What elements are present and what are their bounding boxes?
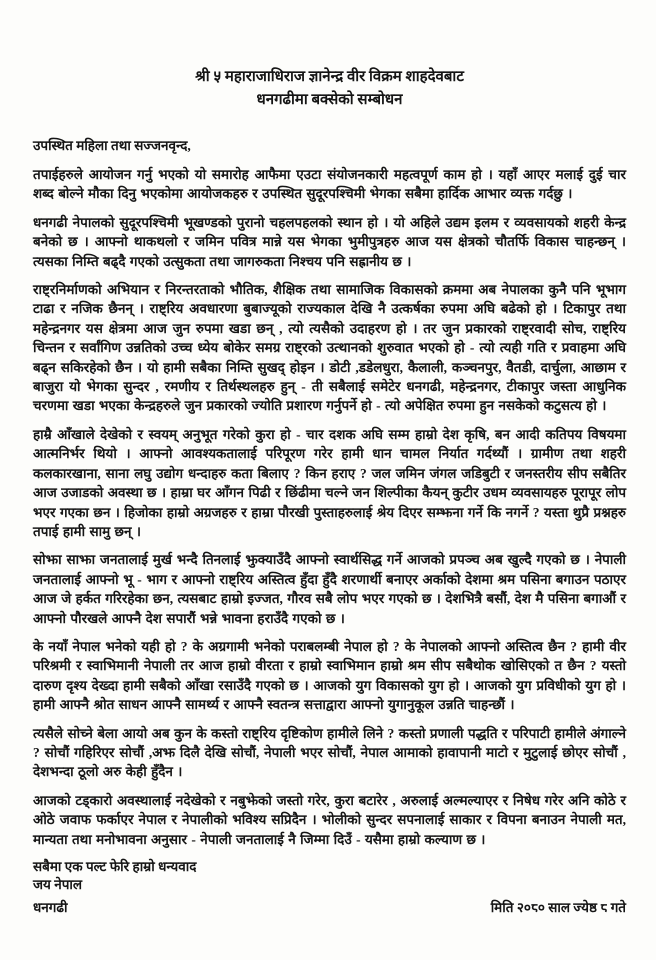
footer-place: धनगढी: [33, 900, 68, 915]
title-line-1: श्री ५ महाराजाधिराज ज्ञानेन्द्र वीर विक्रम शाहदेवबाट: [195, 69, 464, 85]
closing-slogan: जय नेपाल: [33, 877, 83, 892]
paragraph-4: हाम्रै आँखाले देखेको र स्वयम् अनुभूत गरेको कुरा हो - चार दशक अघि सम्म हाम्रो देश कृषि, बन आदी कतिपय विषयमा आत्मनिर्भर थियो । आफ्नो आवश्यकतालाई परिपूरण गरेर हामी धान चामल निर्यात गर्दथ्यौं । ग्रामीण तथा शहरी कलकारखाना, साना लघु उद्योग धन्दाहरु कता बिलाए ? किन हराए ? जल जमिन जंगल जडिबुटी र जनस्तरीय सीप सबैतिर आज उजाडको अवस्था छ । हाम्रा घर आँगन पिढी र छिंढीमा चल्ने जन शिल्पीका कैयन् कुटीर उधम व्यवसायहरु पूरापूर लोप भएर गएका छन । हिजोका हाम्रो अग्रजहरु र हाम्रा पौरखी पुस्ताहरुलाई श्रेय दिएर सम्झना गर्ने कि नगर्ने ? यस्ता थुप्रै प्रश्नहरु तपाई हामी सामु छन् ।: [33, 426, 626, 539]
salutation: उपस्थित महिला तथा सज्जनवृन्द,: [33, 138, 191, 153]
paragraph-3: राष्ट्रनिर्माणको अभियान र निरन्तरताको भौतिक, शैक्षिक तथा सामाजिक विकासको क्रममा अब नेपालका कुनै पनि भूभाग टाढा र नजिक छैनन् । राष्ट्रिय अवधारणा बुबाज्यूको राज्यकाल देखि नै उत्कर्षका रुपमा अघि बढेको हो । टिकापुर तथा महेन्द्रनगर यस क्षेत्रमा आज जुन रुपमा खडा छन् , त्यो त्यसैको उदाहरण हो । तर जुन प्रकारको राष्ट्रवादी सोच, राष्ट्रिय चिन्तन र सर्वांगिण उन्नतिको उच्च ध्येय बोकेर समग्र राष्ट्रको उत्थानको शुरुवात भएको हो - त्यो त्यही गति र प्रवाहमा अघि बढ्न सकिरहेको छैन । यो हामी सबैका निम्ति सुखद् होइन । डोटी ,डडेलधुरा, कैलाली, कञ्चनपुर, वैतडी, दार्चुला, आछाम र बाजुरा यो भेगका सुन्दर , रमणीय र तिर्थस्थलहरु हुन् - ती सबैलाई समेटेर धनगढी, महेन्द्रनगर, टीकापुर जस्ता आधुनिक चरणमा खडा भएका केन्द्रहरुले जुन प्रकारको ज्योति प्रशारण गर्नुपर्ने हो - त्यो अपेक्षित रुपमा हुन नसकेको कटुसत्य हो ।: [33, 282, 626, 414]
paragraph-2: धनगढी नेपालको सुदूरपश्चिमी भूखण्डको पुरानो चहलपहलको स्थान हो । यो अहिले उद्यम इलम र व्यवसायको शहरी केन्द्र बनेको छ । आफ्नो थाकथलो र जमिन पवित्र मान्ने यस भेगका भुमीपुत्रहरु आज यस क्षेत्रको चौतर्फि विकास चाहन्छन् । त्यसका निम्ति बढ्दै गएको उत्सुकता तथा जागरुकता निश्चय पनि सह्रानीय छ ।: [33, 214, 626, 269]
title-line-2: धनगढीमा बक्सेको सम्बोधन: [256, 92, 403, 108]
paragraph-5: सोझा साझा जनतालाई मुर्ख भन्दै तिनलाई झुक्याउँदै आफ्नो स्वार्थसिद्ध गर्ने आजको प्रपञ्च अब खुल्दै गएको छ । नेपाली जनतालाई आफ्नो भू - भाग र आफ्नो राष्ट्रिय अस्तित्व हुँदा हुँदै शरणार्थी बनाएर अर्काको देशमा श्रम पसिना बगाउन पठाएर आज जे हर्कत गरिरहेका छन, त्यसबाट हाम्रो इज्जत, गौरव सबै लोप भएर गएको छ । देशभित्रै बसौं, देश मै पसिना बगाऔं र आफ्नो पौरखले आफ्नै देश सपारौं भन्ने भावना हराउँदै गएको छ ।: [33, 552, 626, 626]
document-title: [33, 66, 626, 112]
document-footer: [33, 898, 626, 916]
closing-thanks: सबैमा एक पल्ट फेरि हाम्रो धन्यवाद: [33, 859, 197, 874]
document-body: [33, 165, 626, 849]
paragraph-7: त्यसैले सोच्ने बेला आयो अब कुन के कस्तो राष्ट्रिय दृष्टिकोण हामीले लिने ? कस्तो प्रणाली पद्धति र परिपाटी हामीले अंगाल्ने ? सोचौं गहिरिएर सोचौं ,अझ दिलै देखि सोचौं, नेपाली भएर सोचौं, नेपाल आमाको हावापानी माटो र मुटुलाई छोएर सोचौं , देशभन्दा ठूलो अरु केही हुँदैन ।: [33, 725, 626, 780]
footer-date: मिति २०८० साल ज्येष्ठ ८ गते: [490, 900, 626, 915]
paragraph-1: तपाईहरुले आयोजन गर्नु भएको यो समारोह आफैमा एउटा संयोजनकारी महत्वपूर्ण काम हो । यहाँ आएर मलाई दुई चार शब्द बोल्ने मौका दिनु भएकोमा आयोजकहरु र उपस्थित सुदूरपश्चिमी भेगका सबैमा हार्दिक आभार व्यक्त गर्दछु ।: [33, 167, 626, 202]
paragraph-8: आजको टड्कारो अवस्थालाई नदेखेको र नबुझेको जस्तो गरेर, कुरा बटारेर , अरुलाई अल्मल्याएर र निषेध गरेर अनि कोठे र ओठे जवाफ फर्काएर नेपाल र नेपालीको भविश्य सप्रिदैन । भोलीको सुन्दर सपनालाई साकार र विपना बनाउन नेपाली मत, मान्यता तथा मनोभावना अनुसार - नेपाली जनतालाई नै जिम्मा दिउँ - यसैमा हाम्रो कल्याण छ ।: [33, 792, 626, 847]
paragraph-6: के नयाँ नेपाल भनेको यही हो ? के अग्रगामी भनेको पराबलम्बी नेपाल हो ? के नेपालको आफ्नो अस्तित्व छैन ? हामी वीर परिश्रमी र स्वाभिमानी नेपाली तर आज हाम्रो वीरता र हाम्रो स्वाभिमान हाम्रो श्रम सीप सबैथोक खोसिएको त छैन ? यस्तो दारुण दृश्य देख्दा हामी सबैको आँखा रसाउँदै गएको छ । आजको युग विकासको युग हो । आजको युग प्रविधीको युग हो । हामी आफ्नै श्रोत साधन आफ्नै सामर्थ्य र आफ्नै स्वतन्त्र सत्ताद्वारा आफ्नो युगानुकूल उन्नति चाहन्छौं ।: [33, 638, 626, 713]
